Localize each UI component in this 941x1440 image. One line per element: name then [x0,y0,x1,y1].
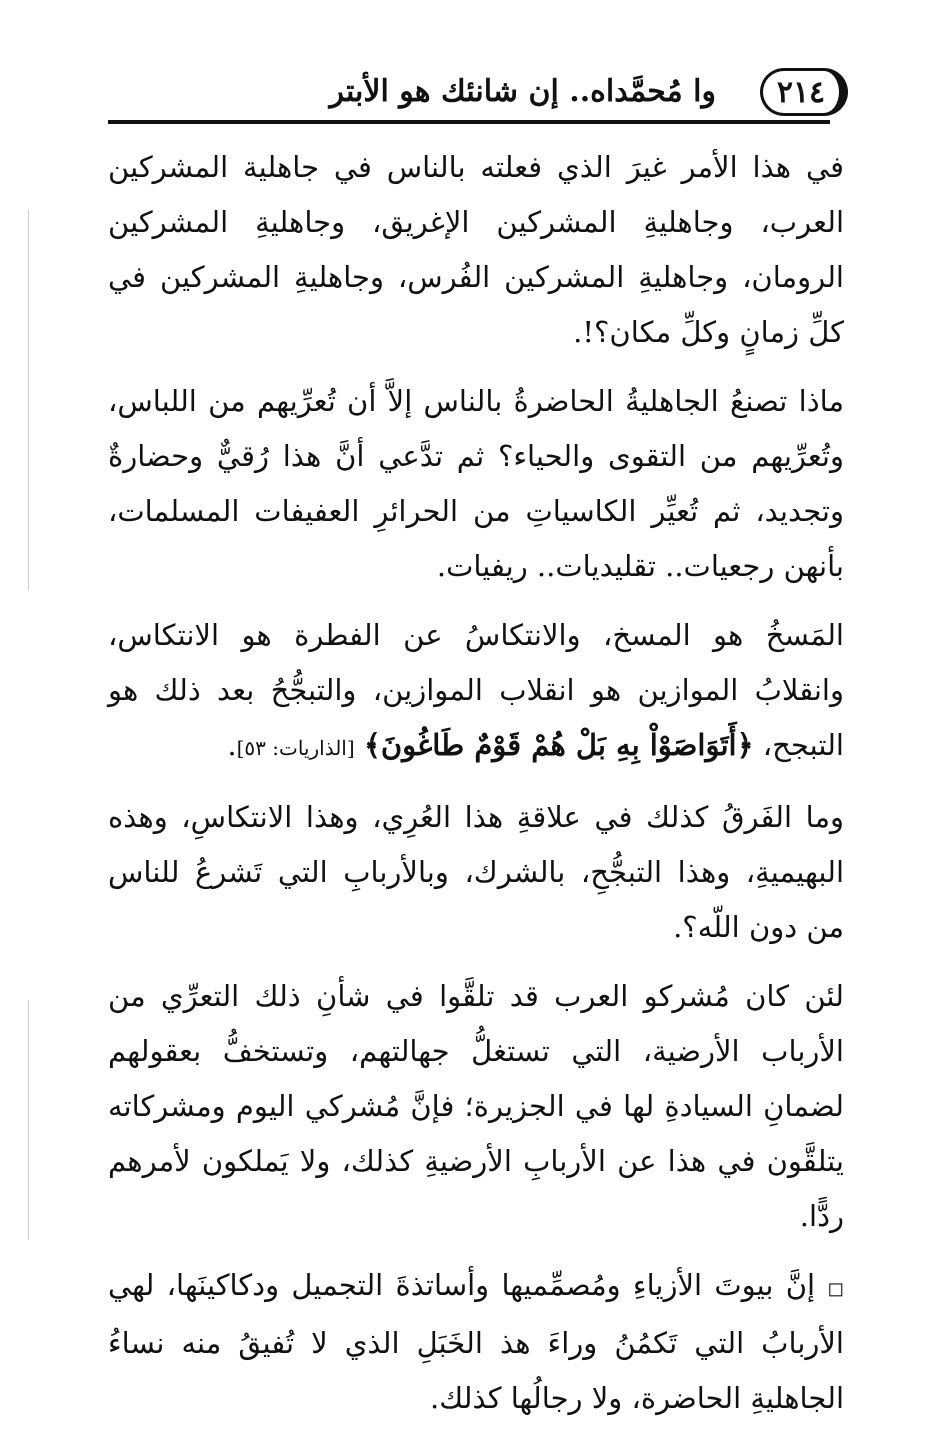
body-text [108,140,844,1440]
bullet-paragraph [108,1258,844,1426]
page-header [0,58,941,128]
header-rule [108,120,830,124]
square-bullet-icon: ◻ [827,1276,845,1300]
quran-verse: ﴿أَتَوَاصَوْاْ بِهِ بَلْ هُمْ قَوْمٌ طَاغُونَ﴾ [363,728,754,762]
page-number: ٢١٤ [760,68,848,116]
margin-mark [28,1000,29,1240]
verse-reference: [الذاريات: ٥٣] [236,736,355,760]
margin-mark [28,210,29,590]
paragraph-text: إنَّ بيوتَ الأزياءِ ومُصمِّميها وأساتذةَ التجميل ودكاكينَها، لهي الأربابُ التي تَكمُنُ وراءَ هذ الخَبَلِ الذي لا تُفيقُ منه نساءُ الجاهليةِ الحاضرة، ولا رجالُها كذلك. [108,1268,844,1415]
quran-paragraph [108,608,844,776]
paragraph-end: . [227,728,237,762]
paragraph: لئن كان مُشركو العرب قد تلقَّوا في شأنِ ذلك التعرِّي من الأرباب الأرضية، التي تستغلُّ جهالتهم، وتستخفُّ بعقولهم لضمانِ السيادةِ لها في الجزيرة؛ فإنَّ مُشركي اليوم ومشركاته يتلقَّون في هذا عن الأربابِ الأرضيةِ كذلك، ولا يَملكون لأمرهم ردًّا. [108,979,844,1233]
paragraph: وما الفَرقُ كذلك في علاقةِ هذا العُرِي، وهذا الانتكاسِ، وهذه البهيميةِ، وهذا التبجُّحِ، بالشرك، وبالأربابِ التي تَشرعُ للناس من دون اللّه؟. [108,800,844,944]
running-title: وا مُحمَّداه.. إن شانئك هو الأبتر [329,74,716,109]
paragraph: ماذا تصنعُ الجاهليةُ الحاضرةُ بالناس إلاَّ أن تُعرِّيهم من اللباس، وتُعرِّيهم من التقوى والحياء؟ ثم تدَّعي أنَّ هذا رُقيٌّ وحضارةٌ وتجديد، ثم تُعيِّر الكاسياتِ من الحرائرِ العفيفات المسلمات، بأنهن رجعيات.. تقليديات.. ريفيات. [108,384,844,583]
paragraph-text: المَسخُ هو المسخ، والانتكاسُ عن الفطرة هو الانتكاس، وانقلابُ الموازين هو انقلاب الموازين، والتبجُّحُ بعد ذلك هو التبجح، [108,618,844,762]
paragraph: في هذا الأمر غيرَ الذي فعلته بالناس في جاهلية المشركين العرب، وجاهليةِ المشركين الإغريق، وجاهليةِ المشركين الرومان، وجاهليةِ المشركين الفُرس، وجاهليةِ المشركين في كلِّ زمانٍ وكلِّ مكان؟!. [108,150,844,349]
